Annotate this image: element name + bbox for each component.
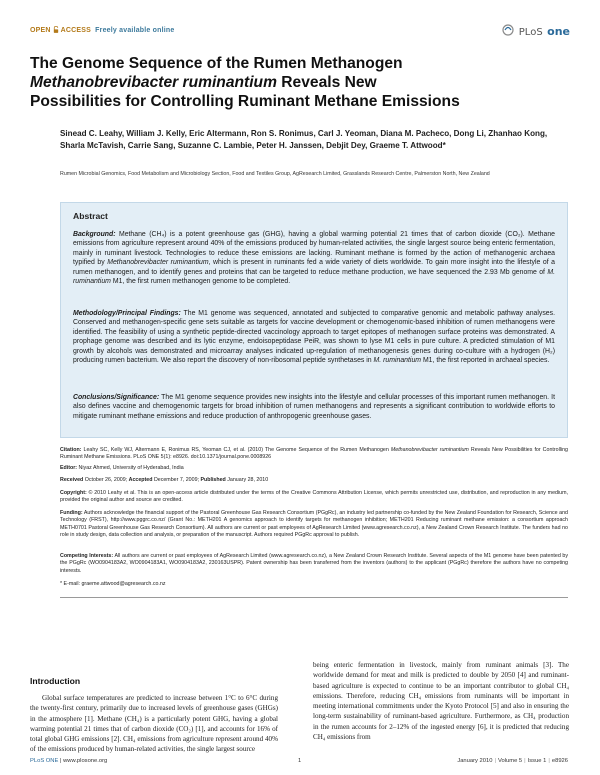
abstract-methodology: Methodology/Principal Findings: The M1 genome was sequenced, annotated and subjected to comparative genomic and metabolic pathway analyses. Conserved and methanogen-specific gene sets suitable as targets for vaccine development or chemogenomic-based inhibition of rumen methanogens were identified. The feasibility of using a synthetic peptide-directed vaccinology approach to target epitopes of methanogen surface proteins was demonstrated. A prophage genome was described and its lytic enzyme, endoisopeptidase PeiR, was shown to lyse M1 cells in pure culture. A predicted stimulation of M1 growth by alcohols was demonstrated and microarray analyses indicated up-regulation of methanogenesis genes during co-culture with a hydrogen (H₂) producing rumen bacterium. We also report the discovery of non-ribosomal peptide synthetases in M. ruminantium M1, the first reported in archaeal species. [73, 310, 555, 365]
competing-interests: Competing Interests: All authors are current or past employees of AgResearch Limited (www.agresearch.co.nz), a New Zealand Crown Research Institute. Several aspects of the M1 genome have been patented by the PGgRc (WO0904183A2, WO0904183A1, WO0904183A2, 230163USPR). Patent ownership has been transferred from the inventors (authors) to the applicant (PGgRc) therefore the authors have no competing interests. [60, 553, 568, 574]
open-label: OPEN [30, 27, 51, 34]
introduction-left-column: Global surface temperatures are predicted to increase between 1°C to 6°C during the twenty-first century, primarily due to increased levels of greenhouse gases (GHGs) in the atmosphere [1]. Methane (CH₄) is a particularly potent GHG, having a global warming potential 21 times that of carbon dioxide (CO₂) [1], and accounts for 16% of total global GHG emissions [2]. CH₄ emissions from agriculture represent around 40% of the emissions produced by human-related activities, the single largest source [30, 694, 278, 754]
journal-header [30, 26, 570, 40]
abstract-background: Background: Methane (CH₄) is a potent greenhouse gas (GHG), having a global warming potential 21 times that of carbon dioxide (CO₂). Methane emissions from agriculture represent around 40% of the emissions produced by human-related activities, the single largest source being enteric fermentation, mainly in ruminant livestock. Technologies to reduce these emissions are lacking. Ruminant methane is formed by the action of methanogenic archaea typified by Methanobrevibacter ruminantium, which is present in ruminants fed a wide variety of diets worldwide. To gain more insight into the lifestyle of a rumen methanogen, and to identify genes and proteins that can be targeted to reduce methane production, we have sequenced the 2.93 Mb genome of M. ruminantium M1, the first rumen methanogen genome to be completed. [73, 231, 555, 286]
citation: Citation: Leahy SC, Kelly WJ, Altermann E, Ronimus RS, Yeoman CJ, et al. (2010) The Genome Sequence of the Rumen Methanogen Methanobrevibacter ruminantium Reveals New Possibilities for Controlling Ruminant Methane Emissions. PLoS ONE 5(1): e8926. doi:10.1371/journal.pone.0008926 [60, 447, 569, 461]
article-dates: Received October 26, 2009; Accepted December 7, 2009; Published January 28, 2010 [60, 477, 269, 483]
free-available-label: Freely available online [95, 27, 175, 34]
corresponding-email[interactable]: * E-mail: graeme.attwood@agresearch.co.nz [60, 581, 166, 587]
abstract-box [60, 202, 568, 438]
plos-logo-icon [502, 24, 514, 36]
open-lock-icon [53, 26, 59, 33]
abstract-heading: Abstract [73, 211, 108, 221]
footer-issue-info: January 2010 | Volume 5 | Issue 1 | e8926 [457, 758, 568, 764]
affiliation: Rumen Microbial Genomics, Food Metabolism and Microbiology Section, Food and Textiles Group, AgResearch Limited, Grasslands Research Centre, Palmerston North, New Zealand [60, 171, 490, 177]
plos-one-logo: PLoS one [502, 22, 570, 40]
author-list: Sinead C. Leahy, William J. Kelly, Eric Altermann, Ron S. Ronimus, Carl J. Yeoman, Diana M. Pacheco, Dong Li, Zhanhao Kong, Sharla McTavish, Carrie Sang, Suzanne C. Lambie, Peter H. Janssen, Debjit Dey, Graeme T. Attwood* [60, 129, 548, 150]
article-title: The Genome Sequence of the Rumen Methanogen Methanobrevibacter ruminantium Reveals New Possibilities for Controlling Ruminant Methane Emissions [30, 55, 460, 110]
footer-journal: PLoS ONE | www.plosone.org [30, 758, 108, 764]
introduction-heading: Introduction [30, 676, 81, 686]
journal-url[interactable]: | www.plosone.org [58, 758, 108, 764]
editor: Editor: Niyaz Ahmed, University of Hyderabad, India [60, 465, 184, 471]
meta-divider [60, 597, 568, 598]
open-access-banner [30, 26, 174, 34]
page-footer [30, 758, 568, 768]
abstract-conclusions: Conclusions/Significance: The M1 genome sequence provides new insights into the lifestyle and cellular processes of this important rumen methanogen. It also defines vaccine and chemogenomic targets for broad inhibition of rumen methanogens and represents a significant contribution to worldwide efforts to mitigate ruminant methane emissions and reduce production of anthropogenic greenhouse gases. [73, 394, 555, 420]
copyright: Copyright: © 2010 Leahy et al. This is an open-access article distributed under the terms of the Creative Commons Attribution License, which permits unrestricted use, distribution, and reproduction in any medium, provided the original author and source are credited. [60, 490, 568, 504]
page-number: 1 [298, 758, 302, 764]
introduction-right-column: being enteric fermentation in livestock, mainly from ruminant animals [3]. The worldwide demand for meat and milk is predicted to double by 2050 [4] and ruminant-based agriculture is expected to continue to be an important contributor to global CH₄ emissions. Therefore, reducing CH₄ emissions from ruminants will be important in meeting international commitments under the Kyoto Protocol [5] and also in ensuring the long-term sustainability of ruminant-based agriculture. Furthermore, as CH₄ production in the rumen accounts for 2–12% of the ingested energy [6], it is predicted that reducing CH₄ emissions from [313, 661, 569, 742]
access-label: ACCESS [60, 27, 92, 34]
email [60, 581, 568, 588]
funding: Funding: Authors acknowledge the financial support of the Pastoral Greenhouse Gas Research Consortium (PGgRc), an industry led partnership co-funded by the New Zealand Foundation for Research, Science and Technology (FRST), http://www.pggrc.co.nz/ (Grant No.: METH201 A genomics approach to identify targets for methanogen inhibition; METH201 Reducing ruminant methane emission: a consortium approach METH0701 Pastoral Greenhouse Gas Research Consortium). All authors are current or past employees of AgResearch Limited (www.agresearch.co.nz), a New Zealand Crown Research Institute. The funders had no role in study design, data collection and analysis, or preparation of the manuscript. Authors required PGgRc approval to publish. [60, 510, 568, 538]
